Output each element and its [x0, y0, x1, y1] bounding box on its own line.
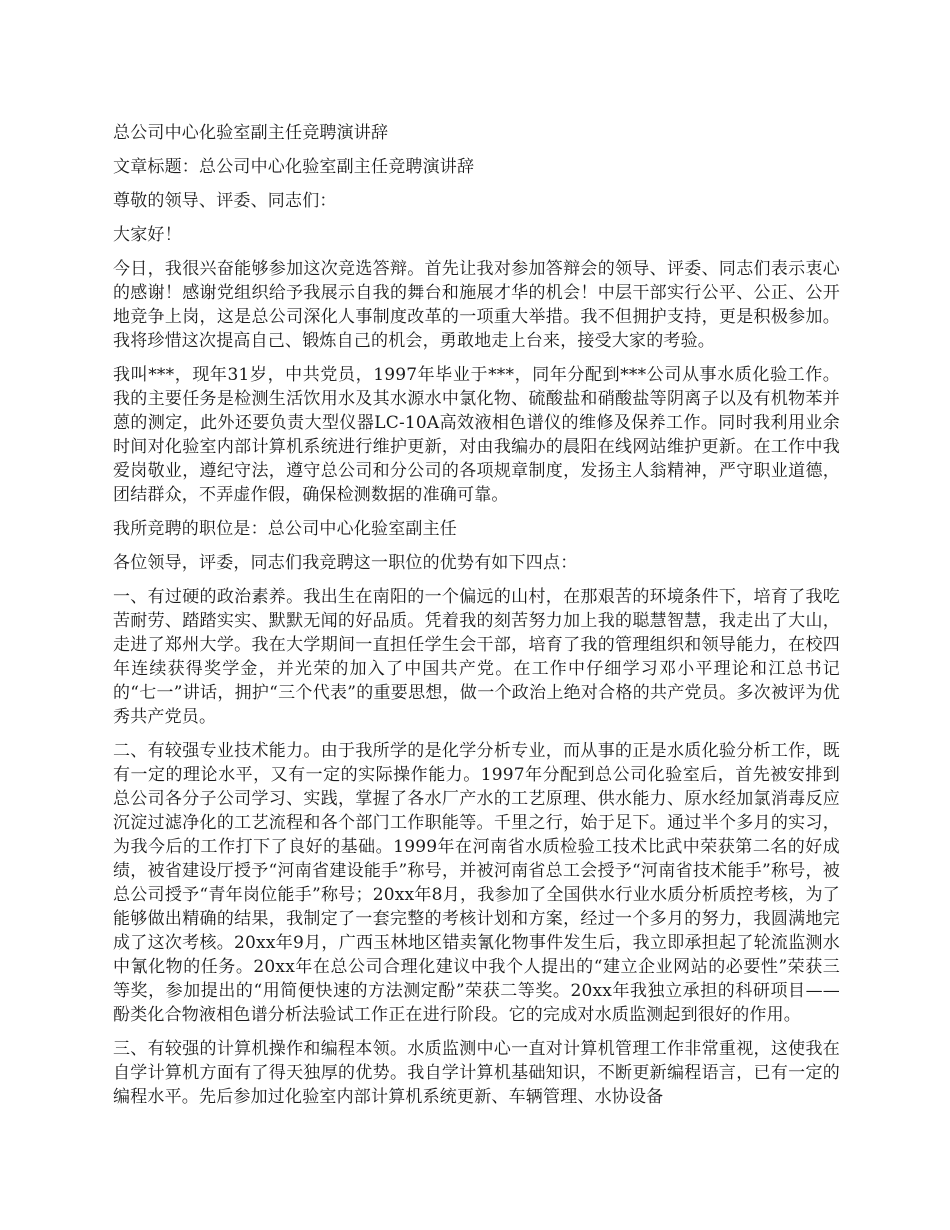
paragraph-advantage-technical: 二、有较强专业技术能力。由于我所学的是化学分析专业，而从事的正是水质化验分析工作，既有一定的理论水平，又有一定的实际操作能力。1997年分配到总公司化验室后，首先被安排到总公司各分子公司学习、实践，掌握了各水厂产水的工艺原理、供水能力、原水经加氯消毒反应沉淀过滤净化的工艺流程和各个部门工作职能等。千里之行，始于足下。通过半个多月的实习，为我今后的工作打下了良好的基础。1999年在河南省水质检验工技术比武中荣获第二名的好成绩，被省建设厅授予“河南省建设能手”称号，并被河南省总工会授予“河南省技术能手”称号，被总公司授予“青年岗位能手”称号；20xx年8月，我参加了全国供水行业水质分析质控考核，为了能够做出精确的结果，我制定了一套完整的考核计划和方案，经过一个多月的努力，我圆满地完成了这次考核。20xx年9月，广西玉林地区错卖氰化物事件发生后，我立即承担起了轮流监测水中氰化物的任务。20xx年在总公司合理化建议中我个人提出的“建立企业网站的必要性”荣获三等奖，参加提出的“用简便快速的方法测定酚”荣获二等奖。20xx年我独立承担的科研项目——酚类化合物液相色谱分析法验试工作正在进行阶段。它的完成对水质监测起到很好的作用。	[113, 741, 840, 1025]
salutation: 尊敬的领导、评委、同志们：	[113, 191, 337, 211]
paragraph-advantage-political: 一、有过硬的政治素养。我出生在南阳的一个偏远的山村，在那艰苦的环境条件下，培育了我吃苦耐劳、踏踏实实、默默无闻的好品质。凭着我的刻苦努力加上我的聪慧智慧，我走出了大山，走进了郑州大学。我在大学期间一直担任学生会干部，培育了我的管理组织和领导能力，在校四年连续获得奖学金，并光荣的加入了中国共产党。在工作中仔细学习邓小平理论和江总书记的“七一”讲话，拥护“三个代表”的重要思想，做一个政治上绝对合格的共产党员。多次被评为优秀共产党员。	[113, 587, 840, 727]
paragraph-position: 我所竞聘的职位是：总公司中心化验室副主任	[113, 519, 457, 539]
paragraph-advantage-computer: 三、有较强的计算机操作和编程本领。水质监测中心一直对计算机管理工作非常重视，这使我在自学计算机方面有了得天独厚的优势。我自学计算机基础知识，不断更新编程语言，已有一定的编程水平。先后参加过化验室内部计算机系统更新、车辆管理、水协设备	[113, 1039, 840, 1107]
paragraph-intro: 今日，我很兴奋能够参加这次竞选答辩。首先让我对参加答辩会的领导、评委、同志们表示衷心的感谢！感谢党组织给予我展示自我的舞台和施展才华的机会！中层干部实行公平、公正、公开地竞争上岗，这是总公司深化人事制度改革的一项重大举措。我不但拥护支持，更是积极参加。我将珍惜这次提高自己、锻炼自己的机会，勇敢地走上台来，接受大家的考验。	[113, 259, 840, 351]
paragraph-advantages-lead: 各位领导，评委，同志们我竞聘这一职位的优势有如下四点：	[113, 553, 578, 573]
greeting-line: 大家好！	[113, 225, 182, 245]
document-heading: 总公司中心化验室副主任竞聘演讲辞	[113, 123, 389, 143]
paragraph-self-introduction: 我叫***，现年31岁，中共党员，1997年毕业于***，同年分配到***公司从事水质化验工作。我的主要任务是检测生活饮用水及其水源水中氯化物、硫酸盐和硝酸盐等阴离子以及有机物苯并蒽的测定，此外还要负责大型仪器LC-10A高效液相色谱仪的维修及保养工作。同时我利用业余时间对化验室内部计算机系统进行维护更新，对由我编办的晨阳在线网站维护更新。在工作中我爱岗敬业，遵纪守法，遵守总公司和分公司的各项规章制度，发扬主人翁精神，严守职业道德，团结群众，不弄虚作假，确保检测数据的准确可靠。	[113, 365, 840, 505]
article-title-line: 文章标题：总公司中心化验室副主任竞聘演讲辞	[113, 157, 475, 177]
